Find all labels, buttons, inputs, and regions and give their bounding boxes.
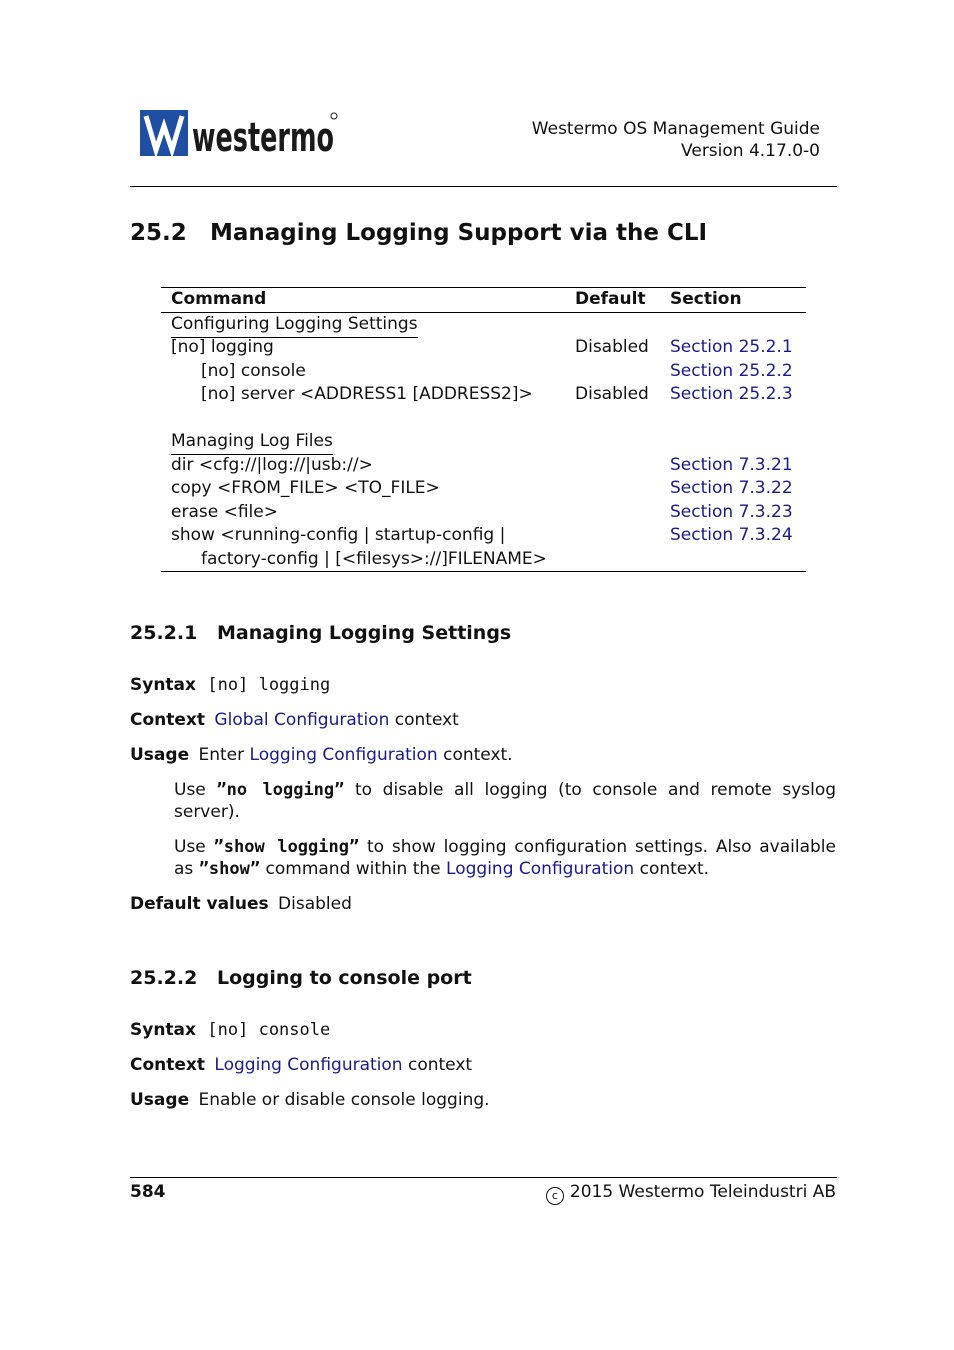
usage-paragraph [174, 779, 836, 823]
context-label: Context [130, 1055, 206, 1075]
syntax-value: [no] logging [207, 675, 331, 695]
header-default: Default [575, 289, 646, 309]
default-cell: Disabled [575, 337, 649, 357]
section-link[interactable]: Section 25.2.1 [670, 337, 793, 357]
copyright-text: 2015 Westermo Teleindustri AB [569, 1182, 836, 1202]
copyright-icon: c [546, 1187, 564, 1205]
header-command: Command [171, 289, 267, 309]
usage-paragraph [174, 836, 836, 880]
context-tail: context [394, 710, 459, 730]
section-number: 25.2 [130, 220, 187, 246]
table-row [161, 360, 806, 384]
table-row [161, 454, 806, 478]
group-label: Configuring Logging Settings [171, 313, 418, 338]
syntax-line [130, 1019, 330, 1041]
command-cell: [no] logging [171, 337, 274, 357]
section-title: Managing Logging Support via the CLI [210, 220, 708, 246]
table-row [161, 383, 806, 407]
usage-label: Usage [130, 745, 190, 765]
para-text: Use [174, 837, 206, 857]
table-group-row [161, 313, 806, 337]
guide-version: Version 4.17.0-0 [681, 141, 820, 161]
header-rule [130, 186, 837, 187]
subsection-title: Logging to console port [217, 967, 472, 989]
syntax-line [130, 674, 330, 696]
table-row [161, 336, 806, 360]
document-header [532, 118, 820, 162]
default-values-line [130, 893, 352, 915]
context-link[interactable]: Global Configuration [214, 710, 390, 730]
command-literal: ”show logging” [213, 837, 360, 857]
section-link[interactable]: Section 25.2.3 [670, 384, 793, 404]
command-cell: [no] server <ADDRESS1 [ADDRESS2]> [201, 384, 533, 404]
context-link[interactable]: Logging Configuration [214, 1055, 403, 1075]
subsection-number: 25.2.1 [130, 622, 198, 644]
table-spacer [161, 407, 806, 431]
para-text: Use [174, 780, 206, 800]
section-link[interactable]: Section 7.3.21 [670, 454, 793, 475]
context-line [130, 1054, 472, 1076]
command-cell: erase <file> [171, 501, 278, 522]
copyright [546, 1182, 836, 1205]
command-cell: show <running-config | startup-config | [171, 525, 506, 545]
usage-tail: context. [443, 745, 513, 765]
footer-rule [130, 1177, 837, 1178]
section-heading [130, 220, 707, 246]
table-group-row [161, 430, 806, 454]
para-text: to show logging configuration settings. Also available as [174, 837, 836, 879]
section-link[interactable]: Section 7.3.23 [670, 501, 793, 522]
context-tail: context [407, 1055, 473, 1075]
command-literal: ”no logging” [216, 780, 345, 800]
syntax-label: Syntax [130, 1020, 196, 1040]
usage-line [130, 744, 513, 766]
syntax-label: Syntax [130, 675, 196, 695]
default-value: Disabled [278, 894, 352, 914]
para-link[interactable]: Logging Configuration [446, 859, 635, 879]
table-bottom-rule [161, 571, 806, 572]
command-table [161, 287, 806, 572]
table-header-row [161, 288, 806, 312]
command-literal: ”show” [198, 859, 261, 879]
default-cell: Disabled [575, 384, 649, 404]
page-number: 584 [130, 1182, 166, 1202]
logo-wordmark: westermo [192, 115, 334, 161]
section-link[interactable]: Section 7.3.24 [670, 525, 793, 545]
subsection-heading [130, 967, 472, 989]
para-text: context. [639, 859, 710, 879]
usage-link[interactable]: Logging Configuration [249, 745, 438, 765]
para-text: command within the [265, 859, 441, 879]
syntax-value: [no] console [207, 1020, 331, 1040]
subsection-heading [130, 622, 511, 644]
command-cell: factory-config | [<filesys>://]FILENAME> [201, 548, 547, 569]
westermo-logo [140, 110, 340, 161]
table-row [161, 548, 806, 572]
usage-label: Usage [130, 1090, 190, 1110]
section-link[interactable]: Section 7.3.22 [670, 478, 793, 498]
table-row [161, 501, 806, 525]
subsection-number: 25.2.2 [130, 967, 198, 989]
guide-title: Westermo OS Management Guide [531, 119, 820, 139]
command-cell: dir <cfg://|log://|usb://> [171, 454, 373, 475]
context-label: Context [130, 710, 206, 730]
usage-text: Enable or disable console logging. [198, 1090, 490, 1110]
default-label: Default values [130, 894, 269, 914]
group-label: Managing Log Files [171, 430, 333, 455]
para-text: to disable all logging (to console and remote syslog server). [174, 780, 837, 822]
table-row [161, 524, 806, 548]
table-row [161, 477, 806, 501]
subsection-title: Managing Logging Settings [217, 622, 512, 644]
header-section: Section [670, 289, 742, 309]
command-cell: [no] console [201, 360, 306, 381]
usage-line [130, 1089, 490, 1111]
section-link[interactable]: Section 25.2.2 [670, 360, 793, 381]
context-line [130, 709, 459, 731]
command-cell: copy <FROM_FILE> <TO_FILE> [171, 478, 440, 498]
usage-head: Enter [198, 745, 245, 765]
